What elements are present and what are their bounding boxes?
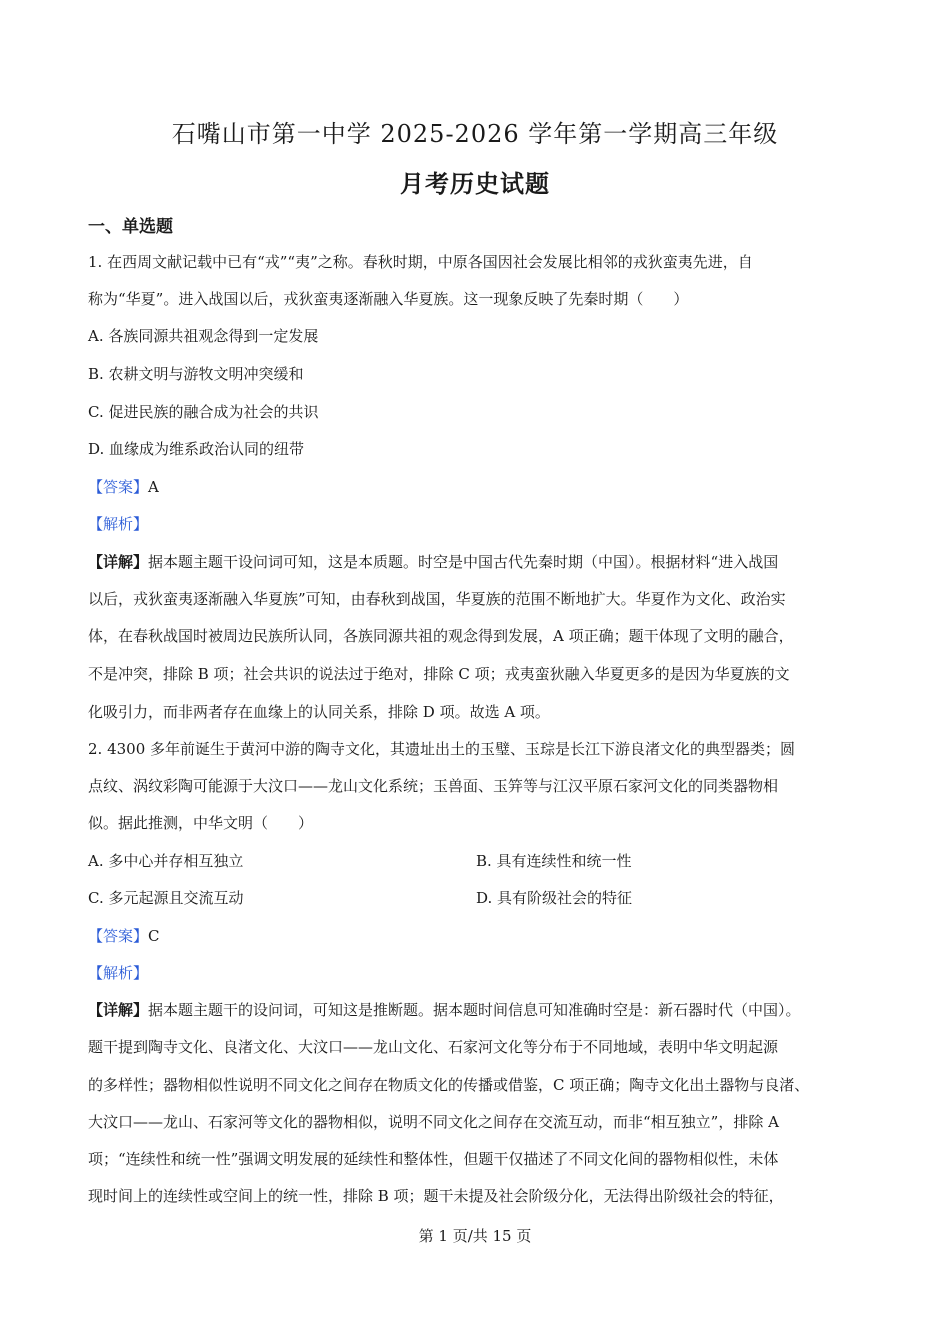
q2-detail-line-4: 大汶口——龙山、石家河等文化的器物相似，说明不同文化之间存在交流互动，而非“相互独立”，排除 A: [88, 1113, 779, 1131]
q2-option-b: B. 具有连续性和统一性: [476, 852, 632, 870]
q1-stem-line-1: 1. 在西周文献记载中已有“戎”“夷”之称。春秋时期，中原各国因社会发展比相邻的戎狄蛮夷先进，自: [88, 253, 753, 271]
q1-analysis: [88, 514, 148, 534]
q1-detail-line-1: [88, 552, 778, 572]
q1-detail-line-2: 以后，戎狄蛮夷逐渐融入华夏族”可知，由春秋到战国，华夏族的范围不断地扩大。华夏作为文化、政治实: [88, 590, 786, 608]
q2-option-c: C. 多元起源且交流互动: [88, 889, 244, 907]
q2-detail-line-5: 项；“连续性和统一性”强调文明发展的延续性和整体性，但题干仅描述了不同文化间的器物相似性，未体: [88, 1150, 779, 1168]
q1-stem-line-2: 称为“华夏”。进入战国以后，戎狄蛮夷逐渐融入华夏族。这一现象反映了先秦时期（ ）: [88, 290, 689, 308]
q2-detail-line-3: 的多样性；器物相似性说明不同文化之间存在物质文化的传播或借鉴，C 项正确；陶寺文化出土器物与良渚、: [88, 1076, 810, 1094]
q1-detail-line-5: 化吸引力，而非两者存在血缘上的认同关系，排除 D 项。故选 A 项。: [88, 703, 550, 721]
q2-answer: [88, 926, 160, 946]
q1-option-a: A. 各族同源共祖观念得到一定发展: [88, 327, 319, 345]
q1-option-c: C. 促进民族的融合成为社会的共识: [88, 403, 319, 421]
page-footer: 第 1 页/共 15 页: [418, 1227, 532, 1245]
q2-answer-value: C: [148, 927, 160, 945]
q1-detail-tag: 【详解】: [88, 553, 149, 571]
q2-detail-line-1: [88, 1000, 801, 1020]
section-heading: 一、单选题: [88, 217, 173, 237]
q2-answer-tag: 【答案】: [88, 927, 149, 945]
q1-detail-line-3: 体，在春秋战国时被周边民族所认同，各族同源共祖的观念得到发展，A 项正确；题干体现了文明的融合，: [88, 627, 794, 645]
q2-stem-line-2: 点纹、涡纹彩陶可能源于大汶口——龙山文化系统；玉兽面、玉笄等与江汉平原石家河文化的同类器物相: [88, 777, 779, 795]
q2-option-a: A. 多中心并存相互独立: [88, 852, 244, 870]
q1-answer: [88, 477, 159, 497]
q1-detail-line-4: 不是冲突，排除 B 项；社会共识的说法过于绝对，排除 C 项；戎夷蛮狄融入华夏更多的是因为华夏族的文: [88, 665, 790, 683]
q1-option-b: B. 农耕文明与游牧文明冲突缓和: [88, 365, 304, 383]
q1-detail-text-1: 据本题主题干设问词可知，这是本质题。时空是中国古代先秦时期（中国）。根据材料“进入战国: [148, 553, 779, 571]
q1-option-d: D. 血缘成为维系政治认同的纽带: [88, 440, 305, 458]
q2-option-d: D. 具有阶级社会的特征: [476, 889, 633, 907]
title-line-1: 石嘴山市第一中学 2025-2026 学年第一学期高三年级: [171, 120, 779, 148]
q1-analysis-tag: 【解析】: [88, 515, 149, 533]
q2-detail-line-6: 现时间上的连续性或空间上的统一性，排除 B 项；题干未提及社会阶级分化，无法得出阶级社会的特征，: [88, 1187, 784, 1205]
q2-stem-line-3: 似。据此推测，中华文明（ ）: [88, 814, 314, 832]
q2-detail-tag: 【详解】: [88, 1001, 149, 1019]
q1-answer-value: A: [148, 478, 159, 496]
q1-answer-tag: 【答案】: [88, 478, 149, 496]
title-line-2: 月考历史试题: [400, 169, 550, 198]
q2-stem-line-1: 2. 4300 多年前诞生于黄河中游的陶寺文化，其遗址出土的玉璧、玉琮是长江下游良渚文化的典型器类；圆: [88, 740, 796, 758]
q2-detail-line-2: 题干提到陶寺文化、良渚文化、大汶口——龙山文化、石家河文化等分布于不同地域，表明中华文明起源: [88, 1038, 779, 1056]
q2-analysis: [88, 963, 148, 983]
q2-analysis-tag: 【解析】: [88, 964, 149, 982]
q2-detail-text-1: 据本题主题干的设问词，可知这是推断题。据本题时间信息可知准确时空是：新石器时代（中国）。: [148, 1001, 801, 1019]
